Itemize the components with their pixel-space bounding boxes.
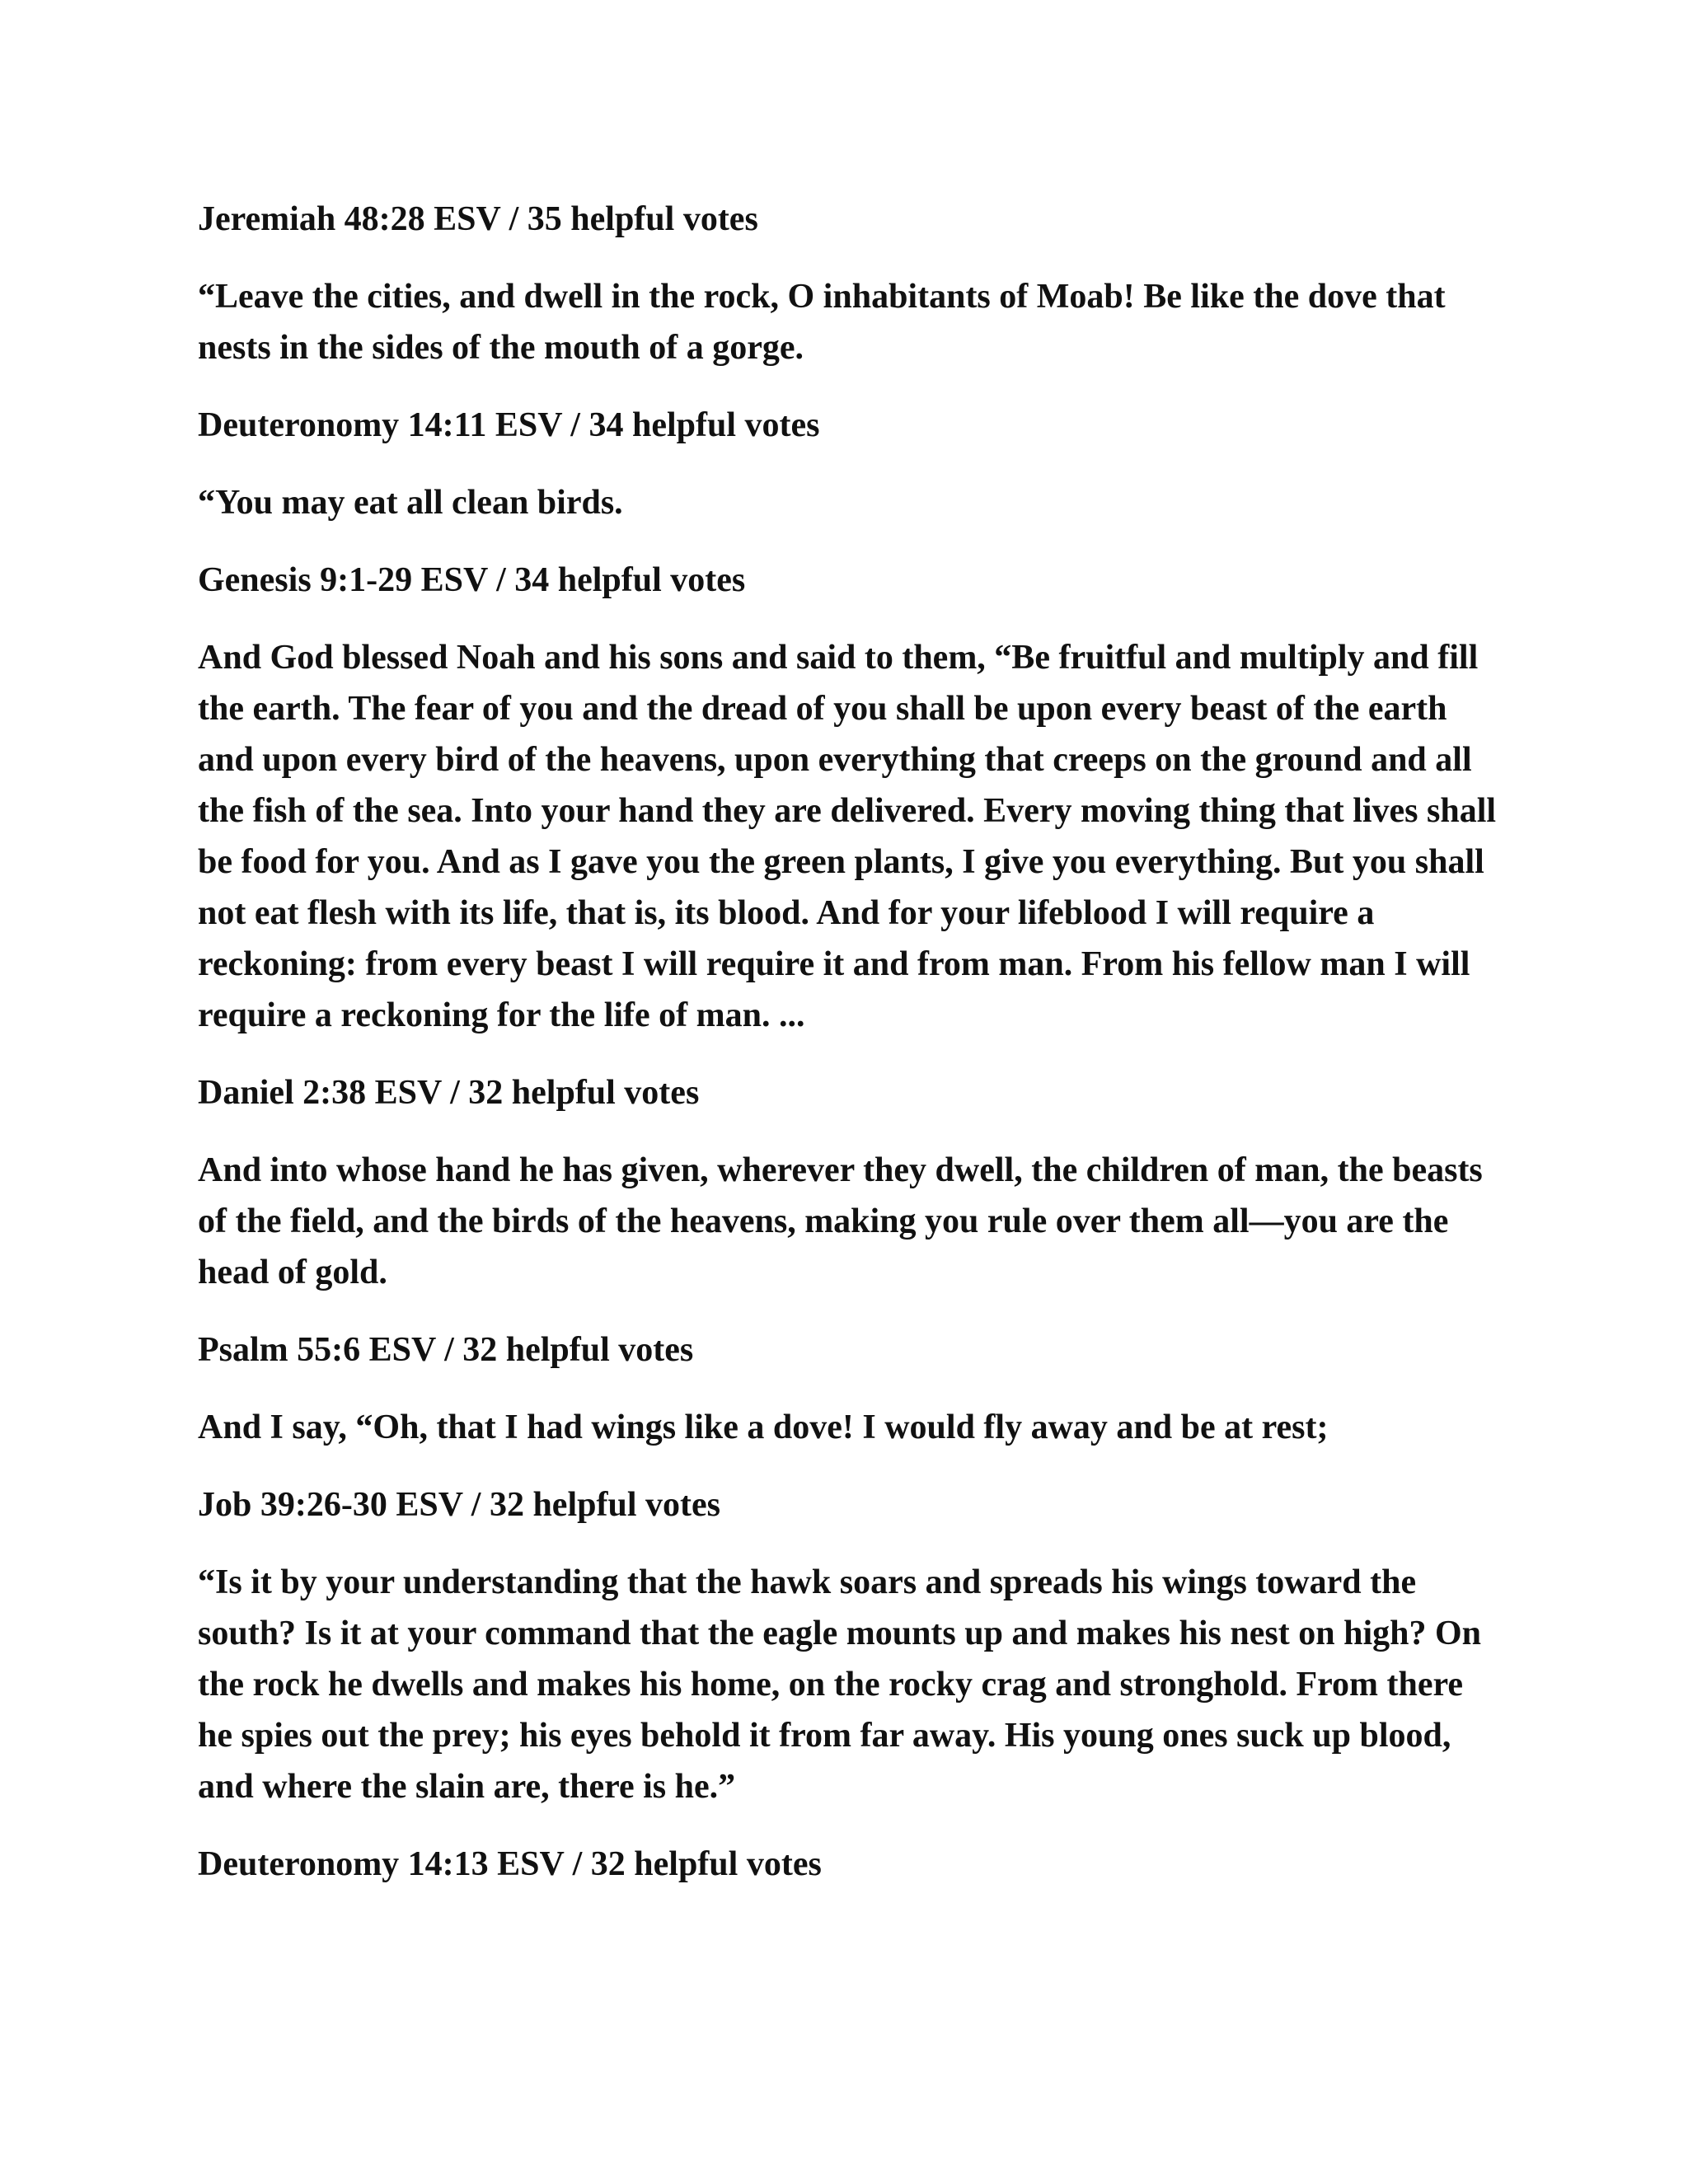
verse-text: “Leave the cities, and dwell in the rock, O inhabitants of Moab! Be like the dove that nests in the sides of the mouth of a gorge. (198, 278, 1446, 367)
verse-entry-psalm-55-6 (198, 1324, 1500, 1453)
verse-entry-deuteronomy-14-13 (198, 1839, 1500, 1890)
verse-text: And into whose hand he has given, wherever they dwell, the children of man, the beasts of the field, and the birds of the heavens, making you rule over them all—you are the head of gold. (198, 1151, 1483, 1291)
verse-reference: Job 39:26-30 ESV / 32 helpful votes (198, 1486, 720, 1524)
verse-reference: Genesis 9:1-29 ESV / 34 helpful votes (198, 561, 746, 599)
verse-entry-daniel-2-38 (198, 1067, 1500, 1298)
verse-entry-jeremiah-48-28 (198, 194, 1500, 373)
verse-text: And I say, “Oh, that I had wings like a dove! I would fly away and be at rest; (198, 1408, 1329, 1446)
verse-reference: Deuteronomy 14:11 ESV / 34 helpful votes (198, 406, 820, 444)
verse-text: “You may eat all clean birds. (198, 484, 623, 522)
verse-entry-deuteronomy-14-11 (198, 400, 1500, 528)
verse-text: And God blessed Noah and his sons and said to them, “Be fruitful and multiply and fill the earth. The fear of you and the dread of you shall be upon every beast of the earth and upon every bird of the heavens, upon everything that creeps on the ground and all the fish of the sea. Into your hand they are delivered. Every moving thing that lives shall be food for you. And as I gave you the green plants, I give you everything. But you shall not eat flesh with its life, that is, its blood. And for your lifeblood I will require a reckoning: from every beast I will require it and from man. From his fellow man I will require a reckoning for the life of man. ... (198, 639, 1497, 1034)
verse-reference: Jeremiah 48:28 ESV / 35 helpful votes (198, 200, 758, 238)
verse-reference: Deuteronomy 14:13 ESV / 32 helpful votes (198, 1845, 822, 1883)
verse-reference: Psalm 55:6 ESV / 32 helpful votes (198, 1331, 694, 1369)
verse-entry-job-39-26-30 (198, 1479, 1500, 1812)
verse-text: “Is it by your understanding that the hawk soars and spreads his wings toward the south? Is it at your command that the eagle mounts up and makes his nest on high? On the rock he dwells and makes his home, on the rocky crag and stronghold. From there he spies out the prey; his eyes behold it from far away. His young ones suck up blood, and where the slain are, there is he.” (198, 1563, 1481, 1806)
verse-entry-genesis-9-1-29 (198, 555, 1500, 1041)
verse-reference: Daniel 2:38 ESV / 32 helpful votes (198, 1074, 700, 1112)
document-page (198, 194, 1500, 1916)
